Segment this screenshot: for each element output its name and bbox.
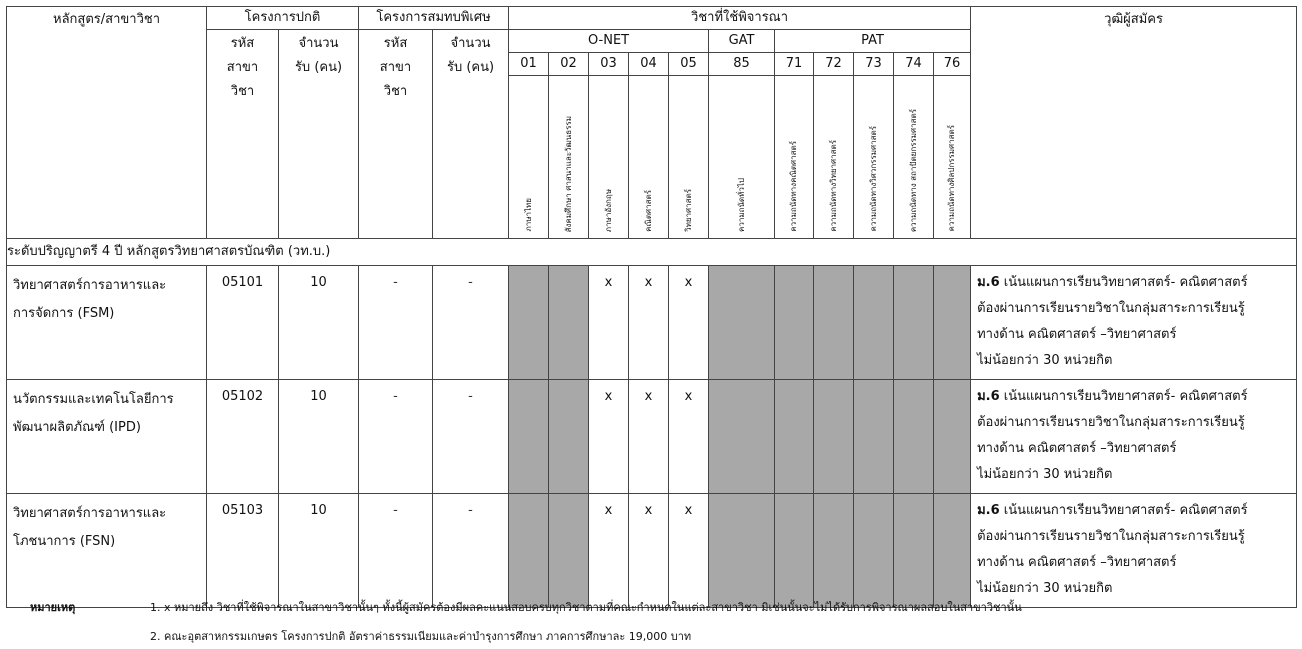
program-name-line: วิทยาศาสตร์การอาหารและ bbox=[13, 506, 167, 521]
subject-name: ความถนัดทางศิลปกรรมศาสตร์ bbox=[947, 125, 957, 232]
subject-name: วิทยาศาสตร์ bbox=[683, 189, 693, 232]
subject-cell bbox=[854, 266, 894, 380]
onet-header: O-NET bbox=[509, 30, 709, 53]
qualification-line: ไม่น้อยกว่า 30 หน่วยกิต bbox=[977, 467, 1113, 482]
qualification-line: ไม่น้อยกว่า 30 หน่วยกิต bbox=[977, 581, 1113, 596]
subject-mark: x bbox=[629, 494, 669, 608]
note-1: 1. x หมายถึง วิชาที่ใช้พิจารณาในสาขาวิชานั้นๆ ทั้งนี้ผู้สมัครต้องมีผลคะแนนสอบครบทุกวิชาตามที่คณะกำหนดในแต่ละสาขาวิชา มิเช่นนั้นจะไม่ได้รับการพิจารณาผลสอบในสาขาวิชานั้น bbox=[150, 601, 1022, 614]
count-label-1: จำนวน bbox=[298, 36, 339, 51]
special-code: - bbox=[359, 380, 433, 494]
subject-mark: x bbox=[589, 380, 629, 494]
subject-cell bbox=[709, 494, 775, 608]
note-2: 2. คณะอุตสาหกรรมเกษตร โครงการปกติ อัตราค่าธรรมเนียมและค่าบำรุงการศึกษา ภาคการศึกษาละ 19,000 บาท bbox=[150, 630, 692, 643]
subject-code: 85 bbox=[709, 53, 775, 76]
qualification bbox=[971, 380, 1297, 494]
code-label-2: สาขา bbox=[379, 60, 412, 75]
regular-code-header bbox=[207, 30, 279, 239]
special-code-header bbox=[359, 30, 433, 239]
subject-name-cell bbox=[854, 76, 894, 239]
subject-mark: x bbox=[589, 266, 629, 380]
program-name-line: นวัตกรรมและเทคโนโลยีการ bbox=[13, 392, 174, 407]
special-code: - bbox=[359, 266, 433, 380]
subject-mark: x bbox=[669, 494, 709, 608]
subject-cell bbox=[549, 494, 589, 608]
code-label-3: วิชา bbox=[383, 84, 408, 99]
subject-code: 74 bbox=[894, 53, 934, 76]
program-name bbox=[7, 266, 207, 380]
subject-code: 72 bbox=[814, 53, 854, 76]
program-code: 05103 bbox=[207, 494, 279, 608]
subject-cell bbox=[894, 266, 934, 380]
subject-name-cell bbox=[775, 76, 814, 239]
subject-name-cell bbox=[934, 76, 971, 239]
subject-cell bbox=[709, 266, 775, 380]
program-count: 10 bbox=[279, 266, 359, 380]
qualification-line: ทางด้าน คณิตศาสตร์ –วิทยาศาสตร์ bbox=[977, 555, 1177, 570]
subject-name-cell bbox=[894, 76, 934, 239]
subject-code: 71 bbox=[775, 53, 814, 76]
qualification-line: เน้นแผนการเรียนวิทยาศาสตร์- คณิตศาสตร์ bbox=[999, 275, 1248, 290]
subject-cell bbox=[775, 380, 814, 494]
special-count: - bbox=[433, 380, 509, 494]
subject-cell bbox=[549, 266, 589, 380]
subject-code: 03 bbox=[589, 53, 629, 76]
subject-name: ภาษาไทย bbox=[523, 198, 533, 232]
code-label-1: รหัส bbox=[230, 36, 255, 51]
program-code: 05101 bbox=[207, 266, 279, 380]
special-count: - bbox=[433, 494, 509, 608]
section-title: ระดับปริญญาตรี 4 ปี หลักสูตรวิทยาศาสตรบัณฑิต (วท.บ.) bbox=[7, 239, 1297, 266]
code-label-1: รหัส bbox=[383, 36, 408, 51]
subject-cell bbox=[934, 266, 971, 380]
subject-name: สังคมศึกษา ศาสนาและวัฒนธรรม bbox=[563, 115, 573, 232]
subject-cell bbox=[814, 380, 854, 494]
qualification-line: ทางด้าน คณิตศาสตร์ –วิทยาศาสตร์ bbox=[977, 441, 1177, 456]
qualification-header: วุฒิผู้สมัคร bbox=[971, 7, 1297, 239]
program-name-line: โภชนาการ (FSN) bbox=[13, 534, 116, 549]
qualification-level: ม.6 bbox=[977, 275, 1000, 290]
qualification-line: เน้นแผนการเรียนวิทยาศาสตร์- คณิตศาสตร์ bbox=[999, 389, 1248, 404]
subject-cell bbox=[709, 380, 775, 494]
qualification-line: ต้องผ่านการเรียนรายวิชาในกลุ่มสาระการเรียนรู้ bbox=[977, 415, 1245, 430]
qualification-line: ทางด้าน คณิตศาสตร์ –วิทยาศาสตร์ bbox=[977, 327, 1177, 342]
subject-mark: x bbox=[669, 380, 709, 494]
admission-table bbox=[6, 6, 1297, 608]
subject-cell bbox=[854, 380, 894, 494]
subject-code: 04 bbox=[629, 53, 669, 76]
count-label-2: รับ (คน) bbox=[294, 60, 343, 75]
subject-name-cell bbox=[549, 76, 589, 239]
regular-project-header: โครงการปกติ bbox=[207, 7, 359, 30]
subject-cell bbox=[814, 266, 854, 380]
subject-mark: x bbox=[629, 266, 669, 380]
program-count: 10 bbox=[279, 380, 359, 494]
gat-header: GAT bbox=[709, 30, 775, 53]
subject-cell bbox=[894, 494, 934, 608]
subject-name-cell bbox=[814, 76, 854, 239]
special-count: - bbox=[433, 266, 509, 380]
subject-name: ภาษาอังกฤษ bbox=[603, 188, 613, 232]
subject-cell bbox=[509, 380, 549, 494]
subject-cell bbox=[934, 494, 971, 608]
table-row bbox=[7, 266, 1297, 380]
subject-mark: x bbox=[669, 266, 709, 380]
qualification-level: ม.6 bbox=[977, 503, 1000, 518]
qualification-level: ม.6 bbox=[977, 389, 1000, 404]
subject-name-cell bbox=[589, 76, 629, 239]
subject-code: 01 bbox=[509, 53, 549, 76]
subject-name: ความถนัดทางวิทยาศาสตร์ bbox=[828, 140, 838, 232]
qualification-line: ต้องผ่านการเรียนรายวิชาในกลุ่มสาระการเรียนรู้ bbox=[977, 301, 1245, 316]
program-count: 10 bbox=[279, 494, 359, 608]
notes-label: หมายเหตุ bbox=[30, 601, 76, 614]
subject-mark: x bbox=[589, 494, 629, 608]
subject-name-cell bbox=[629, 76, 669, 239]
subject-name-cell bbox=[709, 76, 775, 239]
subject-name: ความถนัดทั่วไป bbox=[736, 178, 746, 232]
qualification bbox=[971, 494, 1297, 608]
regular-count-header bbox=[279, 30, 359, 239]
subject-cell bbox=[775, 494, 814, 608]
table-row bbox=[7, 380, 1297, 494]
table-row bbox=[7, 494, 1297, 608]
subject-code: 02 bbox=[549, 53, 589, 76]
qualification-line: ต้องผ่านการเรียนรายวิชาในกลุ่มสาระการเรียนรู้ bbox=[977, 529, 1245, 544]
program-name bbox=[7, 494, 207, 608]
qualification-line: ไม่น้อยกว่า 30 หน่วยกิต bbox=[977, 353, 1113, 368]
program-code: 05102 bbox=[207, 380, 279, 494]
subject-name: ความถนัดทางคณิตศาสตร์ bbox=[789, 141, 799, 232]
special-code: - bbox=[359, 494, 433, 608]
subject-cell bbox=[549, 380, 589, 494]
subject-cell bbox=[775, 266, 814, 380]
count-label-1: จำนวน bbox=[450, 36, 491, 51]
subject-name: ความถนัดทาง สถาปัตยกรรมศาสตร์ bbox=[908, 108, 918, 232]
subject-name: คณิตศาสตร์ bbox=[643, 190, 653, 232]
code-label-3: วิชา bbox=[230, 84, 255, 99]
subjects-header: วิชาที่ใช้พิจารณา bbox=[509, 7, 971, 30]
subject-code: 76 bbox=[934, 53, 971, 76]
code-label-2: สาขา bbox=[226, 60, 259, 75]
program-header: หลักสูตร/สาขาวิชา bbox=[7, 7, 207, 239]
program-name bbox=[7, 380, 207, 494]
program-name-line: พัฒนาผลิตภัณฑ์ (IPD) bbox=[13, 420, 141, 435]
subject-cell bbox=[509, 266, 549, 380]
subject-name: ความถนัดทางวิศวกรรมศาสตร์ bbox=[868, 126, 878, 232]
qualification bbox=[971, 266, 1297, 380]
program-name-line: การจัดการ (FSM) bbox=[13, 306, 115, 321]
special-project-header: โครงการสมทบพิเศษ bbox=[359, 7, 509, 30]
subject-code: 73 bbox=[854, 53, 894, 76]
qualification-line: เน้นแผนการเรียนวิทยาศาสตร์- คณิตศาสตร์ bbox=[999, 503, 1248, 518]
subject-cell bbox=[894, 380, 934, 494]
subject-name-cell bbox=[509, 76, 549, 239]
program-name-line: วิทยาศาสตร์การอาหารและ bbox=[13, 278, 167, 293]
subject-cell bbox=[934, 380, 971, 494]
special-count-header bbox=[433, 30, 509, 239]
count-label-2: รับ (คน) bbox=[446, 60, 495, 75]
subject-cell bbox=[814, 494, 854, 608]
subject-mark: x bbox=[629, 380, 669, 494]
subject-cell bbox=[509, 494, 549, 608]
subject-code: 05 bbox=[669, 53, 709, 76]
pat-header: PAT bbox=[775, 30, 971, 53]
subject-name-cell bbox=[669, 76, 709, 239]
subject-cell bbox=[854, 494, 894, 608]
